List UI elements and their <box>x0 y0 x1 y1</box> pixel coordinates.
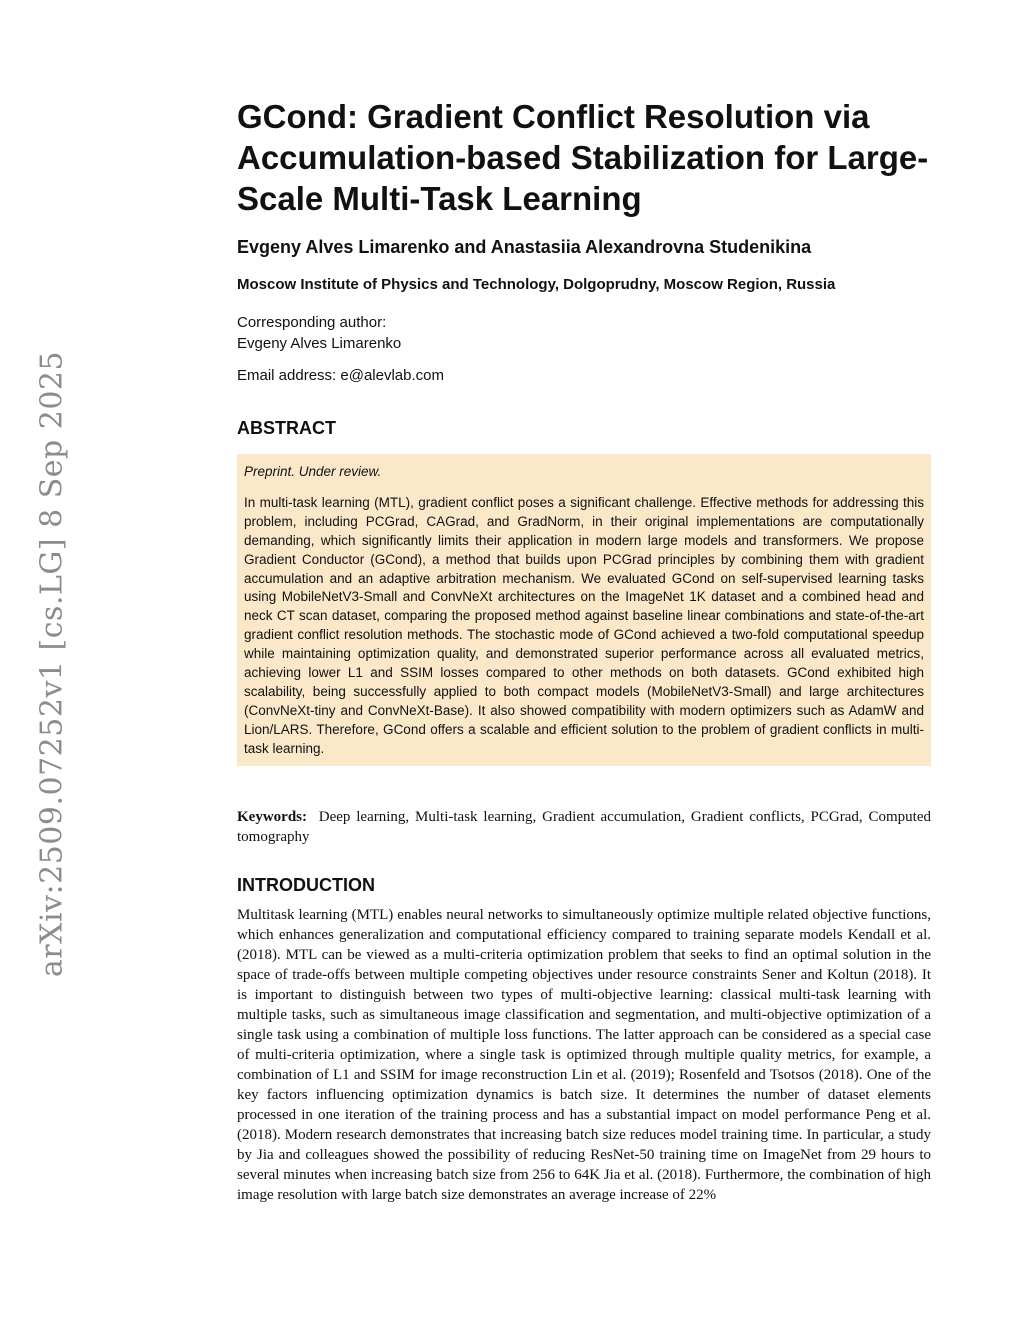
corresponding-author-block <box>237 312 931 354</box>
paper-first-page <box>237 96 931 1205</box>
abstract-box <box>237 454 931 766</box>
introduction-text: Multitask learning (MTL) enables neural networks to simultaneously optimize multiple related objective functions, which enhances generalization and computational efficiency compared to training separate models Kendall et al. (2018). MTL can be viewed as a multi-criteria optimization problem that seeks to find an optimal solution in the space of trade-offs between multiple competing objectives under resource constraints Sener and Koltun (2018). It is important to distinguish between two types of multi-objective learning: classical multi-task learning with multiple tasks, such as simultaneous image classification and segmentation, and multi-objective optimization of a single task using a combination of multiple loss functions. The latter approach can be considered as a special case of multi-criteria optimization, where a single task is optimized through multiple quality metrics, for example, a combination of L1 and SSIM for image reconstruction Lin et al. (2019); Rosenfeld and Tsotsos (2018). One of the key factors influencing optimization dynamics is batch size. It determines the number of dataset elements processed in one iteration of the training process and has a substantial impact on model performance Peng et al. (2018). Modern research demonstrates that increasing batch size reduces model training time. In particular, a study by Jia and colleagues showed the possibility of reducing ResNet-50 training time on ImageNet from 29 hours to several minutes when increasing batch size from 256 to 64K Jia et al. (2018). Furthermore, the combination of high image resolution with large batch size demonstrates an average increase of 22% <box>237 906 931 1203</box>
corresponding-author-name: Evgeny Alves Limarenko <box>237 335 402 352</box>
arxiv-side-stamp: arXiv:2509.07252v1 [cs.LG] 8 Sep 2025 <box>34 350 70 978</box>
paper-authors: Evgeny Alves Limarenko and Anastasiia Alexandrovna Studenikina <box>237 237 812 257</box>
abstract-preprint-note: Preprint. Under review. <box>244 464 382 479</box>
paper-title: GCond: Gradient Conflict Resolution via Accumulation-based Stabilization for Large-Scale Multi-Task Learning <box>237 98 929 217</box>
keywords-label: Keywords: <box>237 808 307 825</box>
corresponding-author-email: Email address: e@alevlab.com <box>237 367 444 384</box>
corresponding-author-label: Corresponding author: <box>237 314 387 331</box>
introduction-heading: INTRODUCTION <box>237 874 375 895</box>
abstract-heading: ABSTRACT <box>237 418 336 438</box>
keywords-paragraph <box>237 807 931 847</box>
abstract-text: In multi-task learning (MTL), gradient conflict poses a significant challenge. Effective methods for addressing this problem, including PCGrad, CAGrad, and GradNorm, in their original implementations are computationally demanding, which significantly limits their application in modern large models and transformers. We propose Gradient Conductor (GCond), a method that builds upon PCGrad principles by combining them with gradient accumulation and an adaptive arbitration mechanism. We evaluated GCond on self-supervised learning tasks using MobileNetV3-Small and ConvNeXt architectures on the ImageNet 1K dataset and a combined head and neck CT scan dataset, comparing the proposed method against baseline linear combinations and state-of-the-art gradient conflict resolution methods. The stochastic mode of GCond achieved a two-fold computational speedup while maintaining optimization quality, and demonstrated superior performance across all evaluated metrics, achieving lower L1 and SSIM losses compared to other methods on both datasets. GCond exhibited high scalability, being successfully applied to both compact models (MobileNetV3-Small) and large architectures (ConvNeXt-tiny and ConvNeXt-Base). It also showed compatibility with modern optimizers such as AdamW and Lion/LARS. Therefore, GCond offers a scalable and efficient solution to the problem of gradient conflicts in multi-task learning. <box>244 494 924 756</box>
keywords-text: Deep learning, Multi-task learning, Gradient accumulation, Gradient conflicts, PCGrad, Computed tomography <box>237 808 931 845</box>
paper-affiliation: Moscow Institute of Physics and Technology, Dolgoprudny, Moscow Region, Russia <box>237 276 836 293</box>
